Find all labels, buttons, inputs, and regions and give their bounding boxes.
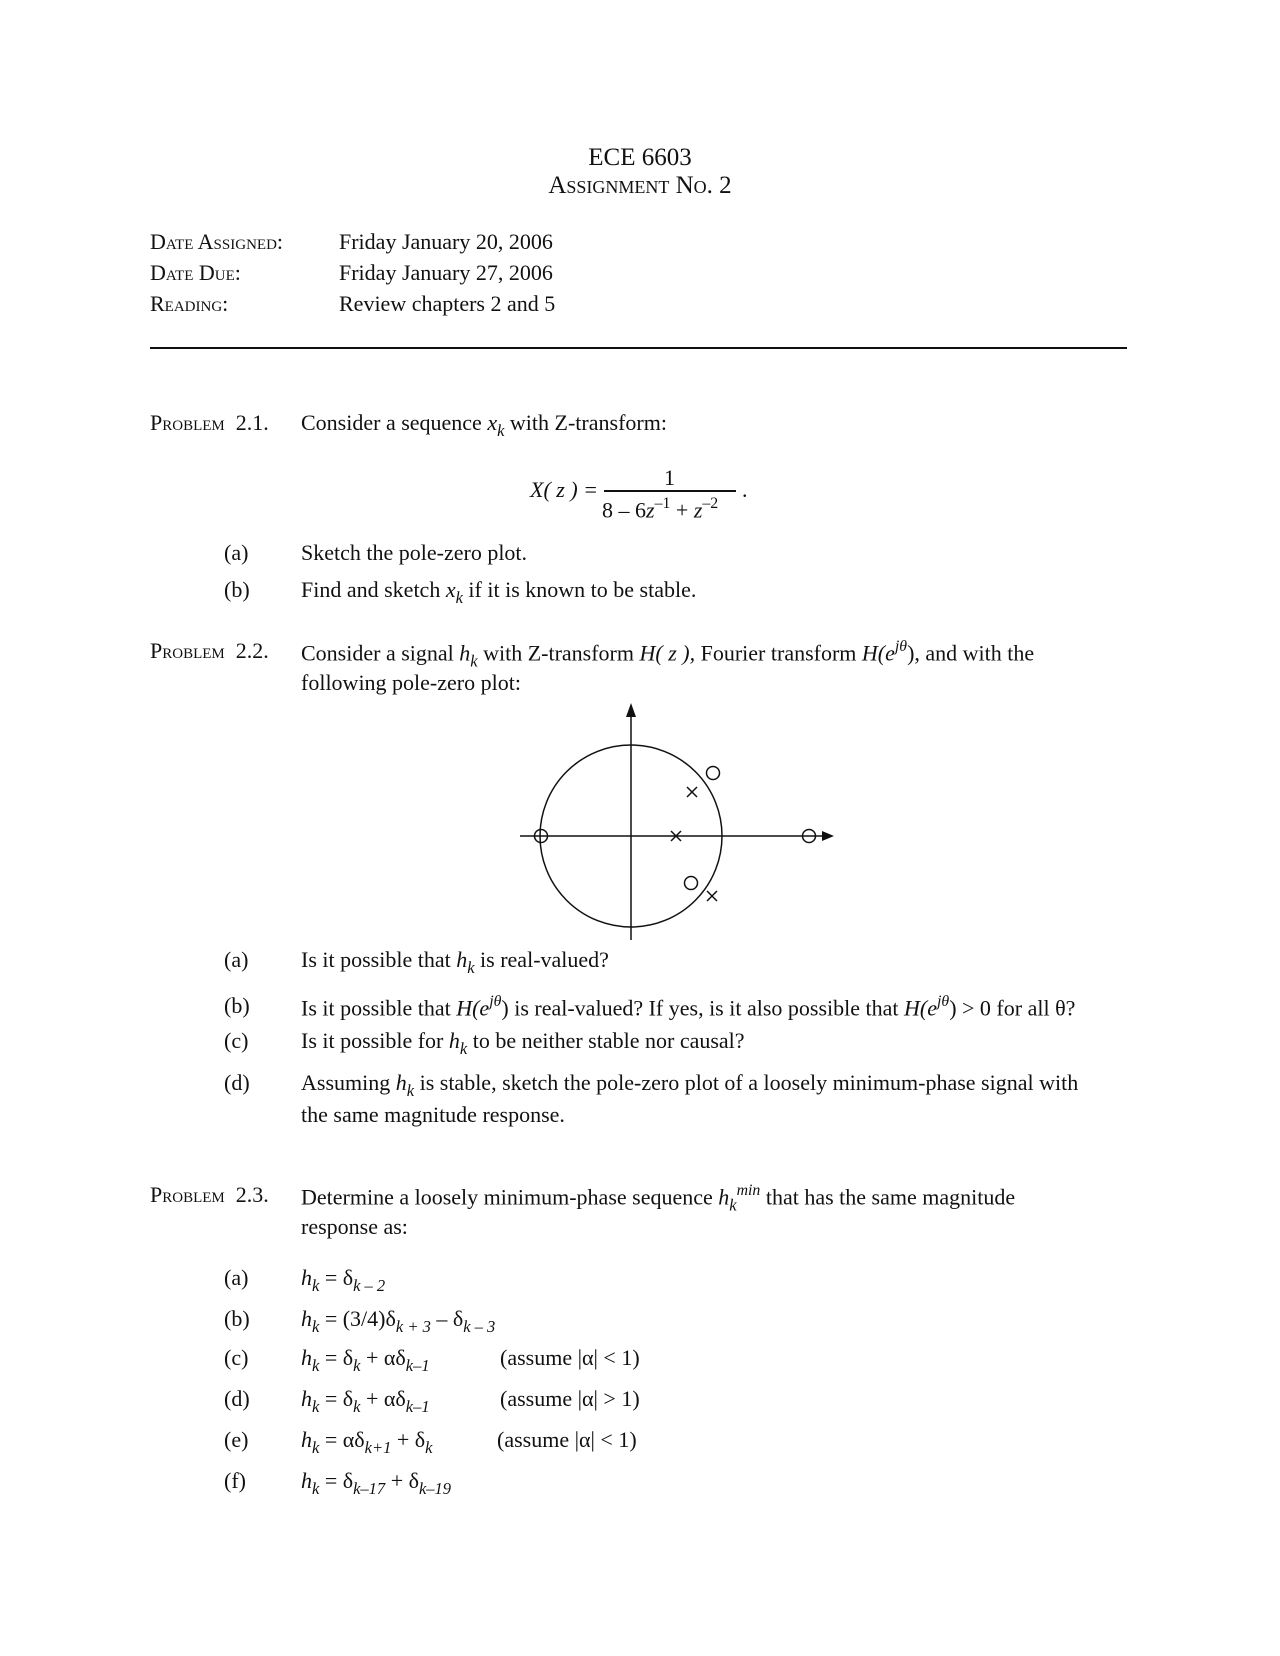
date-assigned-label: Date Assigned: (150, 229, 284, 254)
pole-marker (707, 891, 717, 901)
problem-2-2-label: Problem 2.2. (150, 638, 269, 663)
real-axis-arrow (822, 831, 834, 841)
p3-part-a-label: (a) (224, 1265, 249, 1290)
reading-label: Reading: (150, 291, 229, 316)
p3-part-d-label: (d) (224, 1386, 250, 1411)
equation-denominator: $8 - 6z^{-1} + z^{-2}$ (602, 495, 719, 523)
p3-part-c-note: (assume |α| < 1) (500, 1345, 640, 1370)
equation-numerator: 1 (664, 465, 675, 490)
header-divider (150, 347, 1127, 349)
p1-part-b-label: (b) (224, 577, 250, 602)
problem-2-2-statement-line1: Consider a signal $h_k$ with Z-transform H( z ), Fourier transform $H(e^{j\theta})$, and with the (301, 638, 1035, 671)
course-title: ECE 6603 (588, 144, 692, 171)
equation-period: . (742, 477, 748, 502)
p3-part-a-eq: $h_k = \delta_{k - 2}$ (301, 1265, 386, 1295)
problem-2-2-statement-line2: following pole-zero plot: (301, 670, 521, 695)
problem-2-1-statement: Consider a sequence $x_k$ with Z-transform: (301, 410, 667, 440)
fraction-bar (604, 490, 736, 492)
p1-part-a-label: (a) (224, 540, 249, 565)
p3-part-c-eq: $h_k = \delta_k + \alpha\delta_{k-1}$ (301, 1345, 430, 1375)
p2-part-d-text: Assuming $h_k$ is stable, sketch the pole-zero plot of a loosely minimum-phase signal with (301, 1070, 1079, 1100)
p3-part-e-label: (e) (224, 1427, 249, 1452)
pole-zero-plot (500, 695, 840, 945)
imag-axis-arrow (626, 703, 636, 717)
equation-lhs: X( z ) = (530, 477, 598, 502)
p3-part-b-eq: $h_k = (3/4)\delta_{k + 3} - \delta_{k - 3}$ (301, 1306, 496, 1336)
p2-part-c-label: (c) (224, 1028, 249, 1053)
reading-value: Review chapters 2 and 5 (339, 291, 556, 316)
p2-part-d-label: (d) (224, 1070, 250, 1095)
p2-part-d-text-line2: the same magnitude response. (301, 1102, 565, 1127)
p3-part-e-note: (assume |α| < 1) (497, 1427, 637, 1452)
p2-part-a-label: (a) (224, 947, 249, 972)
p2-part-a-text: Is it possible that $h_k$ is real-valued? (301, 947, 609, 977)
p3-part-f-eq: $h_k = \delta_{k-17} + \delta_{k-19}$ (301, 1468, 452, 1498)
problem-2-1-label: Problem 2.1. (150, 410, 269, 435)
zero-marker (685, 877, 698, 890)
problem-2-3-label: Problem 2.3. (150, 1182, 269, 1207)
date-due-label: Date Due: (150, 260, 241, 285)
p3-part-e-eq: $h_k = \alpha\delta_{k+1} + \delta_k$ (301, 1427, 433, 1457)
date-assigned-value: Friday January 20, 2006 (339, 229, 553, 254)
p2-part-b-text: Is it possible that $H(e^{j\theta})$ is real-valued? If yes, is it also possible that $H(e^{j\theta}) > 0$ for all θ? (301, 993, 1076, 1021)
pole-marker (687, 787, 697, 797)
zero-marker (707, 767, 720, 780)
p1-part-b-text: Find and sketch $x_k$ if it is known to be stable. (301, 577, 697, 607)
p3-part-b-label: (b) (224, 1306, 250, 1331)
assignment-title: Assignment No. 2 (548, 172, 732, 199)
problem-2-3-statement-line2: response as: (301, 1214, 408, 1239)
p3-part-f-label: (f) (224, 1468, 246, 1493)
p2-part-c-text: Is it possible for $h_k$ to be neither stable nor causal? (301, 1028, 745, 1058)
p2-part-b-label: (b) (224, 993, 250, 1018)
p3-part-d-note: (assume |α| > 1) (500, 1386, 640, 1411)
p3-part-c-label: (c) (224, 1345, 249, 1370)
p3-part-d-eq: $h_k = \delta_k + \alpha\delta_{k-1}$ (301, 1386, 430, 1416)
date-due-value: Friday January 27, 2006 (339, 260, 553, 285)
p1-part-a-text: Sketch the pole-zero plot. (301, 540, 528, 565)
problem-2-3-statement-line1: Determine a loosely minimum-phase sequence $h_k^{min}$ that has the same magnitude (301, 1182, 1016, 1215)
